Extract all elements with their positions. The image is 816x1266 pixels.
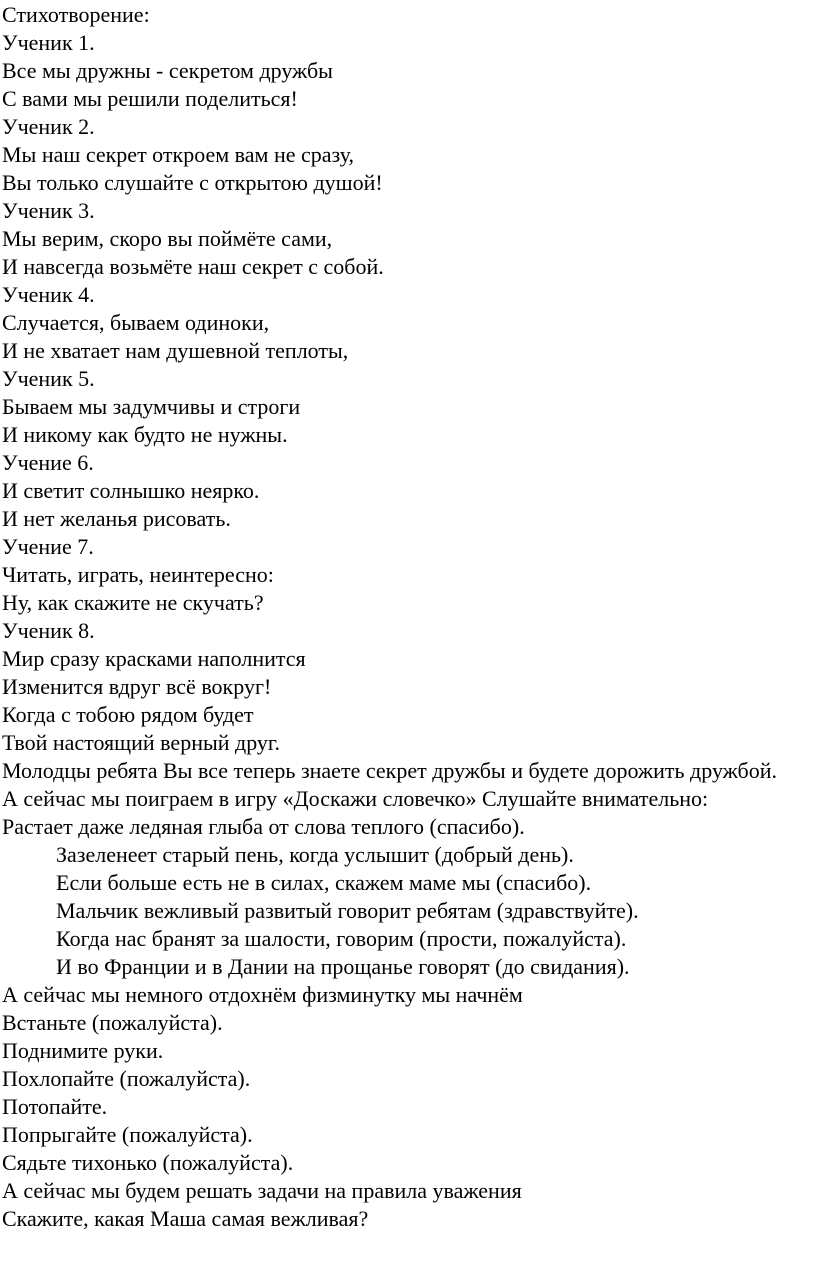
poem-line: И нет желанья рисовать.: [2, 506, 231, 531]
game-line: Мальчик вежливый развитый говорит ребятам (здравствуйте).: [56, 898, 639, 923]
student-label: Учение 7.: [2, 534, 94, 559]
poem-line: И навсегда возьмёте наш секрет с собой.: [2, 254, 384, 279]
poem-line: С вами мы решили поделиться!: [2, 86, 298, 111]
paragraph-text: А сейчас мы поиграем в игру «Доскажи словечко» Слушайте внимательно:: [2, 786, 709, 811]
student-label: Ученик 3.: [2, 198, 95, 223]
exercise-line: Сядьте тихонько (пожалуйста).: [2, 1150, 294, 1175]
exercise-line: Попрыгайте (пожалуйста).: [2, 1122, 253, 1147]
exercise-line: Похлопайте (пожалуйста).: [2, 1066, 251, 1091]
paragraph-text: А сейчас мы немного отдохнём физминутку мы начнём: [2, 982, 523, 1007]
paragraph-text: Молодцы ребята Вы все теперь знаете секрет дружбы и будете дорожить дружбой.: [2, 758, 778, 783]
student-label: Ученик 8.: [2, 618, 95, 643]
poem-line: Вы только слушайте с открытою душой!: [2, 170, 383, 195]
game-line: Если больше есть не в силах, скажем маме мы (спасибо).: [56, 870, 592, 895]
poem-line: Мы наш секрет откроем вам не сразу,: [2, 142, 355, 167]
student-label: Ученик 2.: [2, 114, 95, 139]
student-label: Ученик 1.: [2, 30, 95, 55]
student-label: Ученик 5.: [2, 366, 95, 391]
poem-line: Изменится вдруг всё вокруг!: [2, 674, 272, 699]
exercise-line: Встаньте (пожалуйста).: [2, 1010, 223, 1035]
student-label: Учение 6.: [2, 450, 94, 475]
paragraph-text: А сейчас мы будем решать задачи на правила уважения: [2, 1178, 522, 1203]
poem-line: Все мы дружны - секретом дружбы: [2, 58, 333, 83]
poem-line: Мир сразу красками наполнится: [2, 646, 306, 671]
poem-line: И не хватает нам душевной теплоты,: [2, 338, 349, 363]
poem-heading: Стихотворение:: [2, 2, 150, 27]
game-line: Зазеленеет старый пень, когда услышит (добрый день).: [56, 842, 574, 867]
document-page: [2, 1, 812, 1233]
poem-line: Читать, играть, неинтересно:: [2, 562, 274, 587]
poem-line: Ну, как скажите не скучать?: [2, 590, 264, 615]
poem-line: Когда с тобою рядом будет: [2, 702, 254, 727]
poem-line: Твой настоящий верный друг.: [2, 730, 280, 755]
game-line: Когда нас бранят за шалости, говорим (прости, пожалуйста).: [56, 926, 627, 951]
poem-line: И светит солнышко неярко.: [2, 478, 260, 503]
game-line: И во Франции и в Дании на прощанье говорят (до свидания).: [56, 954, 630, 979]
poem-line: Бываем мы задумчивы и строги: [2, 394, 301, 419]
poem-line: Мы верим, скоро вы поймёте сами,: [2, 226, 333, 251]
poem-line: И никому как будто не нужны.: [2, 422, 288, 447]
poem-line: Случается, бываем одиноки,: [2, 310, 270, 335]
student-label: Ученик 4.: [2, 282, 95, 307]
exercise-line: Поднимите руки.: [2, 1038, 164, 1063]
question-line: Скажите, какая Маша самая вежливая?: [2, 1206, 369, 1231]
game-line: Растает даже ледяная глыба от слова теплого (спасибо).: [2, 814, 525, 839]
exercise-line: Потопайте.: [2, 1094, 108, 1119]
